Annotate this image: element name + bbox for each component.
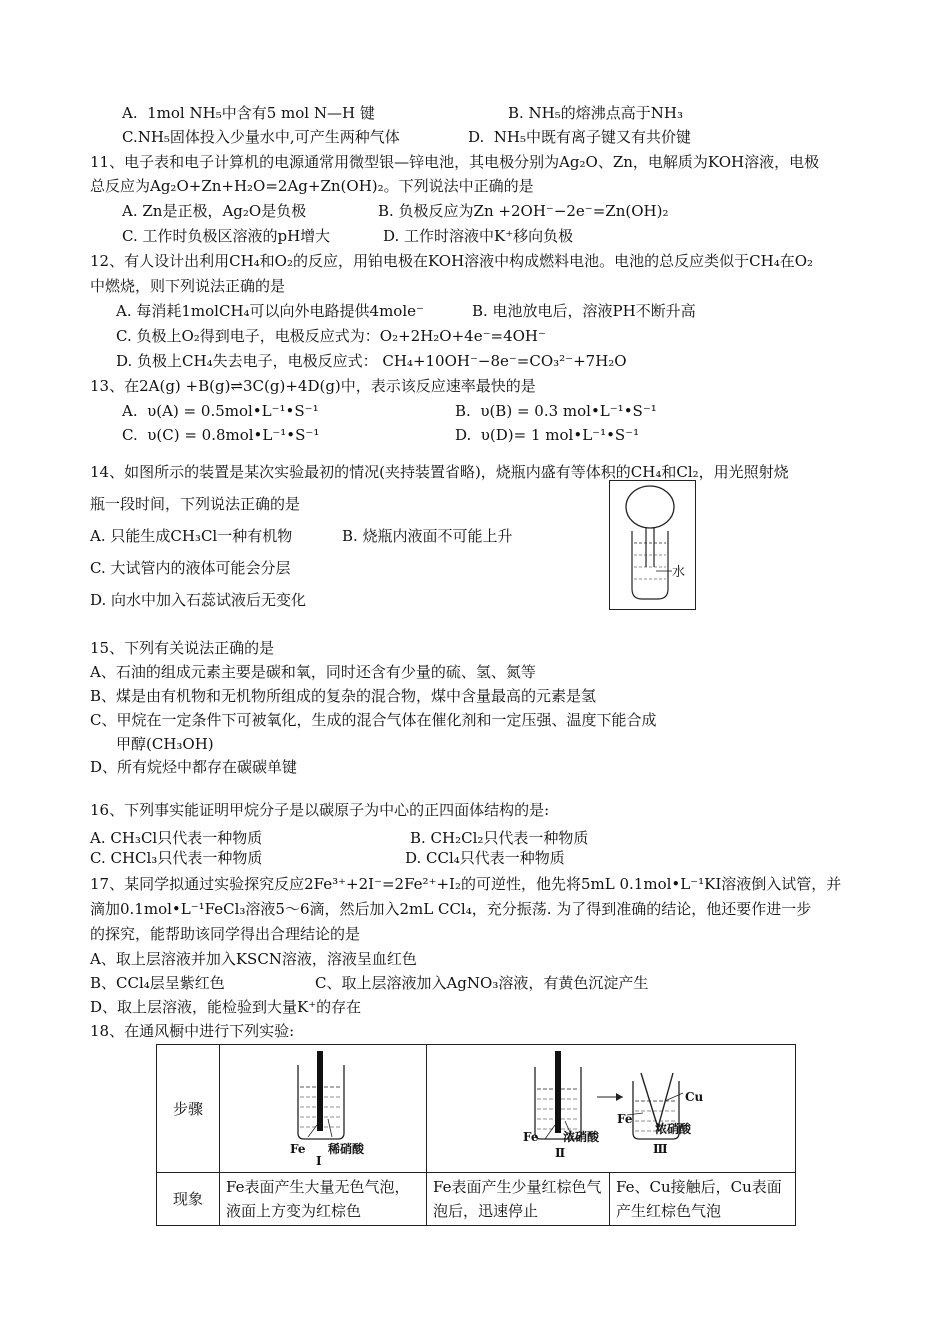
q15-option-a: A、石油的组成元素主要是碳和氧，同时还含有少量的硫、氢、氮等 — [90, 663, 536, 681]
q11-option-a: A. Zn是正极，Ag₂O是负极 — [122, 202, 307, 220]
q18-stem: 18、在通风橱中进行下列实验: — [90, 1022, 295, 1040]
q15-option-c-line2: 甲醇(CH₃OH) — [116, 735, 214, 753]
q14-option-c: C. 大试管内的液体可能会分层 — [90, 559, 291, 577]
conc-acid-label-3: 浓硝酸 — [655, 1122, 692, 1136]
q17-option-c: C、取上层溶液加入AgNO₃溶液，有黄色沉淀产生 — [315, 974, 649, 992]
steps-header: 步骤 — [157, 1045, 220, 1173]
observations-header: 现象 — [157, 1173, 220, 1226]
q15-option-c-line1: C、甲烷在一定条件下可被氧化，生成的混合气体在催化剂和一定压强、温度下能合成 — [90, 711, 657, 729]
q17-stem-line2: 滴加0.1mol•L⁻¹FeCl₃溶液5～6滴，然后加入2mL CCl₄，充分振荡. 为了得到准确的结论，他还要作进一步 — [90, 900, 812, 918]
observation-1: Fe表面产生大量无色气泡，液面上方变为红棕色 — [220, 1173, 427, 1226]
experiment-table — [156, 1044, 796, 1226]
q16-option-c: C. CHCl₃只代表一种物质 — [90, 849, 263, 867]
observation-3: Fe、Cu接触后，Cu表面产生红棕色气泡 — [610, 1173, 796, 1226]
q17-option-b: B、CCl₄层呈紫红色 — [90, 974, 225, 992]
q15-option-b: B、煤是由有机物和无机物所组成的复杂的混合物，煤中含量最高的元素是氢 — [90, 687, 597, 705]
q13-option-d: D. υ(D)= 1 mol•L⁻¹•S⁻¹ — [455, 426, 640, 444]
water-label: 水 — [672, 565, 686, 580]
q16-option-b: B. CH₂Cl₂只代表一种物质 — [410, 829, 589, 847]
q16-option-d: D. CCl₄只代表一种物质 — [405, 849, 565, 867]
q11-option-b: B. 负极反应为Zn +2OH⁻−2e⁻=Zn(OH)₂ — [378, 202, 669, 220]
q14-stem-line2: 瓶一段时间，下列说法正确的是 — [90, 495, 301, 513]
q14-option-b: B. 烧瓶内液面不可能上升 — [342, 527, 513, 545]
step2-3-diagram-cell — [427, 1045, 796, 1173]
q12-stem-line1: 12、有人设计出利用CH₄和O₂的反应，用铂电极在KOH溶液中构成燃料电池。电池的总反应类似于CH₄在O₂ — [90, 252, 814, 270]
fe-label-2: Fe — [523, 1130, 539, 1144]
dilute-acid-label: 稀硝酸 — [328, 1142, 365, 1156]
q16-option-a: A. CH₃Cl只代表一种物质 — [90, 829, 263, 847]
q17-stem-line1: 17、某同学拟通过实验探究反应2Fe³⁺+2I⁻=2Fe²⁺+I₂的可逆性，他先将5mL 0.1mol•L⁻¹KI溶液倒入试管，并 — [90, 875, 842, 893]
q13-option-a: A. υ(A) = 0.5mol•L⁻¹•S⁻¹ — [122, 402, 319, 420]
beaker-dilute-acid-diagram — [220, 1045, 426, 1165]
cu-label: Cu — [685, 1090, 704, 1104]
q11-option-d: D. 工作时溶液中K⁺移向负极 — [383, 227, 574, 245]
q14-stem-line1: 14、如图所示的装置是某次实验最初的情况(夹持装置省略)，烧瓶内盛有等体积的CH₄和Cl₂，用光照射烧 — [90, 463, 789, 481]
q13-stem: 13、在2A(g) +B(g)⇌3C(g)+4D(g)中，表示该反应速率最快的是 — [90, 377, 536, 395]
q11-stem-line1: 11、电子表和电子计算机的电源通常用微型银—锌电池，其电极分别为Ag₂O、Zn，电解质为KOH溶液，电极 — [90, 153, 820, 171]
q10-option-b: B. NH₅的熔沸点高于NH₃ — [508, 104, 683, 122]
q13-option-b: B. υ(B) = 0.3 mol•L⁻¹•S⁻¹ — [455, 402, 657, 420]
conc-acid-label-2: 浓硝酸 — [563, 1130, 600, 1144]
q10-option-a: A. 1mol NH₅中含有5 mol N—H 键 — [122, 104, 375, 122]
q15-stem: 15、下列有关说法正确的是 — [90, 639, 275, 657]
q12-stem-line2: 中燃烧，则下列说法正确的是 — [90, 277, 286, 295]
q10-option-d: D. NH₅中既有离子键又有共价键 — [468, 128, 692, 146]
step1-diagram-cell — [220, 1045, 427, 1173]
q16-stem: 16、下列事实能证明甲烷分子是以碳原子为中心的正四面体结构的是: — [90, 801, 550, 819]
observations-row — [157, 1173, 796, 1226]
q17-option-a: A、取上层溶液并加入KSCN溶液，溶液呈血红色 — [90, 950, 417, 968]
q14-option-d: D. 向水中加入石蕊试液后无变化 — [90, 591, 307, 609]
q12-option-a: A. 每消耗1molCH₄可以向外电路提供4mole⁻ — [116, 302, 424, 320]
q17-stem-line3: 的探究，能帮助该同学得出合理结论的是 — [90, 925, 361, 943]
q13-option-c: C. υ(C) = 0.8mol•L⁻¹•S⁻¹ — [122, 426, 320, 444]
q12-option-b: B. 电池放电后，溶液PH不断升高 — [472, 302, 696, 320]
step3-label: Ⅲ — [653, 1142, 668, 1156]
fe-label-1: Fe — [290, 1142, 306, 1156]
fe-label-3: Fe — [617, 1112, 633, 1126]
q12-option-c: C. 负极上O₂得到电子，电极反应式为：O₂+2H₂O+4e⁻=4OH⁻ — [116, 327, 546, 345]
q11-option-c: C. 工作时负极区溶液的pH增大 — [122, 227, 331, 245]
observation-2: Fe表面产生少量红棕色气泡后，迅速停止 — [427, 1173, 610, 1226]
q12-option-d: D. 负极上CH₄失去电子，电极反应式： CH₄+10OH⁻−8e⁻=CO₃²⁻+7H₂O — [116, 352, 627, 370]
step1-label: Ⅰ — [316, 1154, 322, 1168]
steps-row — [157, 1045, 796, 1173]
flask-apparatus-figure — [609, 480, 696, 610]
step2-label: Ⅱ — [555, 1146, 566, 1160]
q11-stem-line2: 总反应为Ag₂O+Zn+H₂O=2Ag+Zn(OH)₂。下列说法中正确的是 — [90, 177, 534, 195]
q14-option-a: A. 只能生成CH₃Cl一种有机物 — [90, 527, 293, 545]
flask-tube-diagram — [610, 481, 695, 609]
q17-option-d: D、取上层溶液，能检验到大量K⁺的存在 — [90, 998, 362, 1016]
q15-option-d: D、所有烷烃中都存在碳碳单键 — [90, 758, 298, 776]
q10-option-c: C.NH₅固体投入少量水中,可产生两种气体 — [122, 128, 400, 146]
beaker-conc-acid-diagram — [427, 1045, 795, 1165]
